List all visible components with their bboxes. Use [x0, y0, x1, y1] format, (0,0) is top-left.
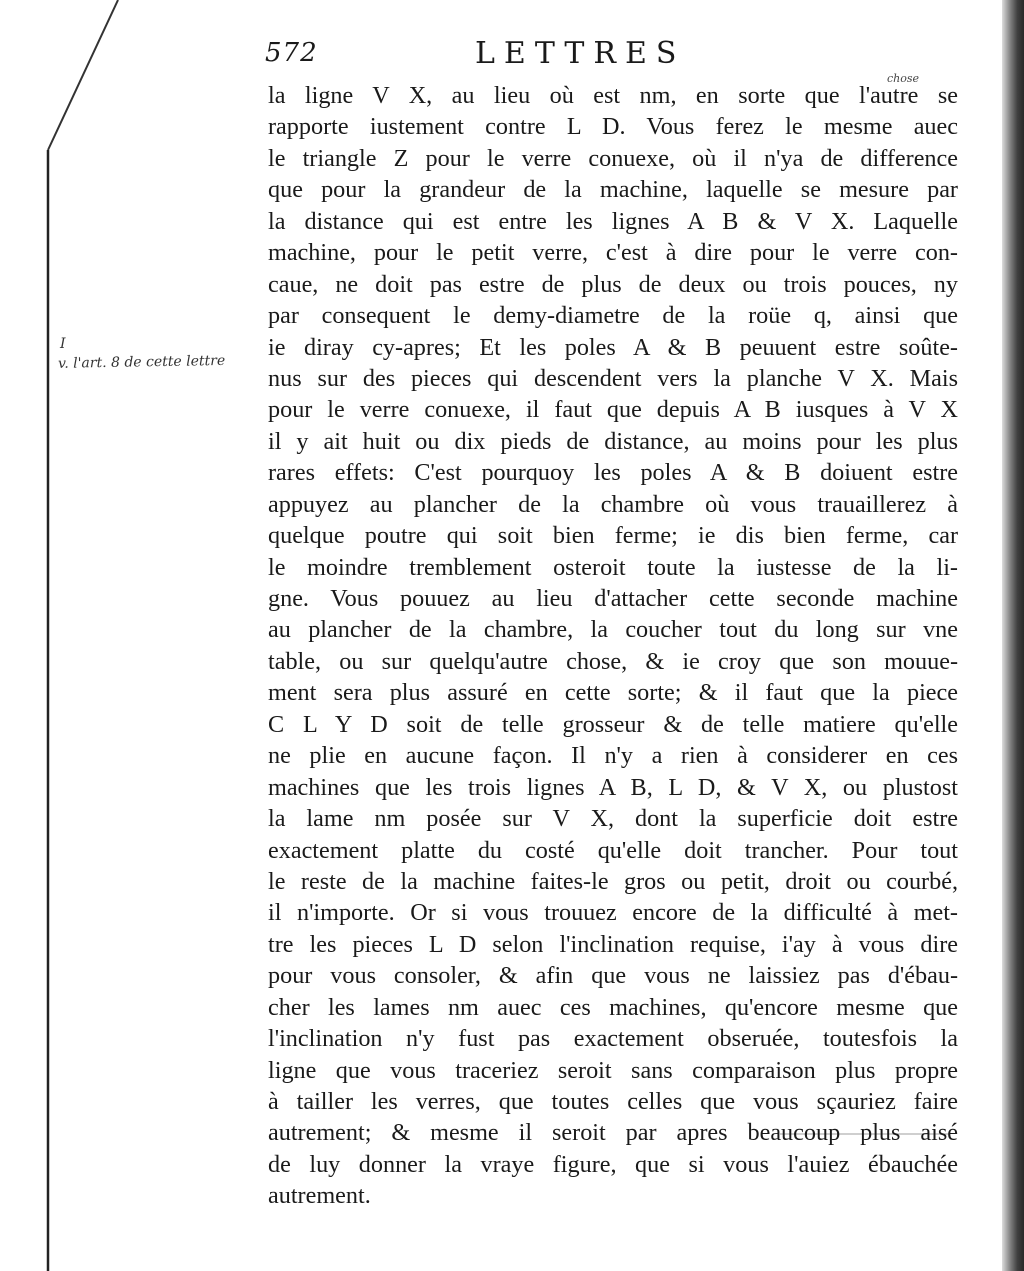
text-line: caue, ne doit pas estre de plus de deux ou trois pouces, ny [268, 270, 958, 298]
text-line: pour le verre conuexe, il faut que depuis A B iusques à V X [268, 396, 958, 424]
text-line: appuyez au plancher de la chambre où vous trauaillerez à [268, 490, 958, 518]
text-line: à tailler les verres, que toutes celles que vous sçauriez faire [268, 1088, 958, 1115]
margin-note-number: I [60, 336, 66, 352]
text-line: C L Y D soit de telle grosseur & de telle matiere qu'elle [268, 710, 958, 738]
text-line: rapporte iustement contre L D. Vous ferez le mesme auec [268, 113, 958, 141]
text-line: de luy donner la vraye figure, que si vous l'auiez ébauchée [268, 1150, 958, 1178]
text-line: machines que les trois lignes A B, L D, & V X, ou plustost [268, 773, 958, 801]
margin-note-text: v. l'art. 8 de cette lettre [57, 352, 226, 372]
text-line: autrement; & mesme il seroit par apres beaucoup plus aisé [268, 1119, 958, 1147]
text-line: il y ait huit ou dix pieds de distance, au moins pour les plus [268, 427, 958, 455]
text-line: le reste de la machine faites-le gros ou petit, droit ou courbé, [268, 867, 958, 895]
text-line: la lame nm posée sur V X, dont la superficie doit estre [268, 805, 958, 833]
text-line: exactement platte du costé qu'elle doit trancher. Pour tout [268, 836, 958, 864]
text-line: machine, pour le petit verre, c'est à dire pour le verre con- [268, 239, 958, 267]
text-line: quelque poutre qui soit bien ferme; ie dis bien ferme, car [268, 522, 958, 550]
text-line: nus sur des pieces qui descendent vers la planche V X. Mais [268, 364, 958, 392]
text-line: ligne que vous traceriez seroit sans comparaison plus propre [268, 1056, 958, 1084]
text-line: le triangle Z pour le verre conuexe, où il n'ya de difference [268, 144, 958, 172]
text-line: au plancher de la chambre, la coucher tout du long sur vne [268, 616, 958, 644]
interlinear-annotation: chose [887, 72, 920, 85]
text-line: la ligne V X, au lieu où est nm, en sorte que l'autre se [268, 82, 958, 109]
text-line: l'inclination n'y fust pas exactement obseruée, toutesfois la [268, 1025, 958, 1053]
text-line: ie diray cy-apres; Et les poles A & B peuuent estre soûte- [268, 333, 958, 361]
body-text [268, 80, 958, 1212]
running-title: LETTRES [475, 36, 686, 71]
text-line: pour vous consoler, & afin que vous ne laissiez pas d'ébau- [268, 962, 958, 990]
margin-note [58, 335, 268, 371]
text-line: cher les lames nm auec ces machines, qu'encore mesme que [268, 993, 958, 1021]
scan-shadow-right [1002, 0, 1024, 1271]
text-line: il n'importe. Or si vous trouuez encore de la difficulté à met- [268, 899, 958, 927]
text-line: gne. Vous pouuez au lieu d'attacher cette seconde machine [268, 585, 958, 612]
text-line: que pour la grandeur de la machine, laquelle se mesure par [268, 176, 958, 204]
text-line: tre les pieces L D selon l'inclination requise, i'ay à vous dire [268, 930, 958, 958]
text-line: le moindre tremblement osteroit toute la iustesse de la li- [268, 553, 958, 581]
page-number: 572 [265, 38, 318, 68]
text-line-last: autrement. [268, 1182, 371, 1210]
text-line: rares effets: C'est pourquoy les poles A & B doiuent estre [268, 459, 958, 487]
text-line: la distance qui est entre les lignes A B & V X. Laquelle [268, 207, 958, 235]
text-line: ne plie en aucune façon. Il n'y a rien à considerer en ces [268, 742, 958, 770]
text-line: par consequent le demy-diametre de la roüe q, ainsi que [268, 302, 958, 330]
text-line: table, ou sur quelqu'autre chose, & ie croy que son mouue- [268, 647, 958, 675]
cut-corner [0, 0, 118, 200]
text-line: ment sera plus assuré en cette sorte; & il faut que la piece [268, 679, 958, 707]
